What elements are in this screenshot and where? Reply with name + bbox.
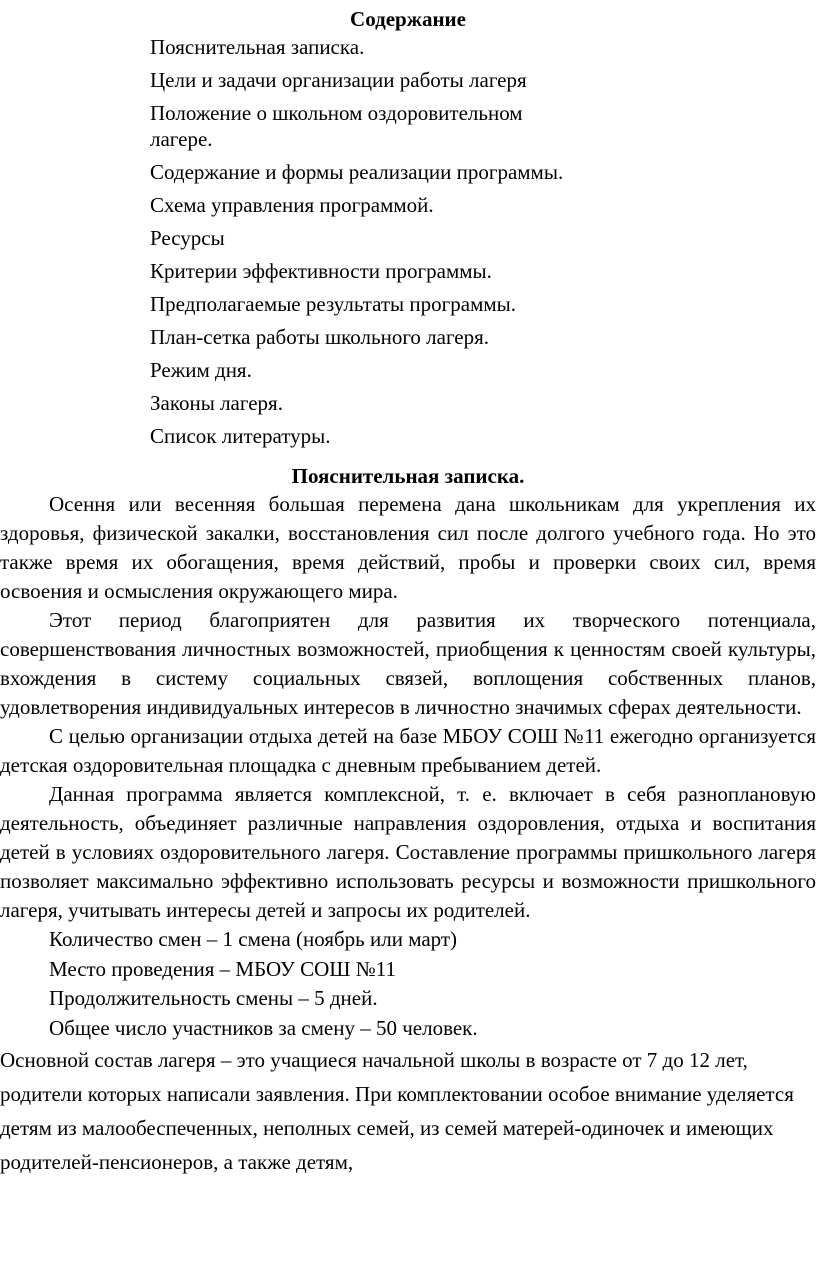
paragraph: Этот период благоприятен для развития их творческого потенциала, совершенствования личностных возможностей, приобщения к ценностям своей культуры, вхождения в систему социальных связей, воплощения собственных планов, удовлетворения индивидуальных интересов в личностно значимых сферах деятельности.: [0, 608, 816, 719]
paragraph: С целью организации отдыха детей на базе МБОУ СОШ №11 ежегодно организуется детская оздоровительная площадка с дневным пребыванием детей.: [0, 724, 816, 777]
table-of-contents: [150, 34, 620, 456]
toc-item[interactable]: Цели и задачи организации работы лагеря: [150, 68, 527, 92]
toc-item[interactable]: Режим дня.: [150, 358, 252, 382]
fact-location: Место проведения – МБОУ СОШ №11: [49, 956, 396, 981]
toc-item[interactable]: Критерии эффективности программы.: [150, 259, 492, 283]
toc-item[interactable]: Список литературы.: [150, 424, 331, 448]
toc-item[interactable]: Законы лагеря.: [150, 391, 283, 415]
section-body: [0, 490, 816, 1179]
toc-item[interactable]: Положение о школьном оздоровительном лагере.: [150, 101, 523, 151]
toc-item[interactable]: План-сетка работы школьного лагеря.: [150, 325, 490, 349]
fact-participants: Общее число участников за смену – 50 человек.: [49, 1015, 478, 1040]
fact-shifts: Количество смен – 1 смена (ноябрь или март): [49, 927, 458, 951]
toc-item[interactable]: Пояснительная записка.: [150, 35, 365, 59]
toc-item[interactable]: Содержание и формы реализации программы.: [150, 160, 564, 184]
toc-item[interactable]: Предполагаемые результаты программы.: [150, 292, 517, 316]
paragraph: Осення или весенняя большая перемена дана школьникам для укрепления их здоровья, физической закалки, восстановления сил после долгого учебного года. Но это также время их обогащения, время действий, пробы и проверки своих сил, время освоения и осмысления окружающего мира.: [0, 492, 816, 603]
contents-title: Содержание: [350, 7, 466, 31]
toc-item[interactable]: Схема управления программой.: [150, 193, 434, 217]
paragraph: Данная программа является комплексной, т. е. включает в себя разноплановую деятельность, объединяет различные направления оздоровления, отдыха и воспитания детей в условиях оздоровительного лагеря. Составление программы пришкольного лагеря позволяет максимально эффективно использовать ресурсы и возможности пришкольного лагеря, учитывать интересы детей и запросы их родителей.: [0, 782, 816, 922]
toc-item[interactable]: Ресурсы: [150, 226, 225, 250]
closing-paragraph: Основной состав лагеря – это учащиеся начальной школы в возрасте от 7 до 12 лет, родители которых написали заявления. При комплектовании особое внимание уделяется детям из малообеспеченных, неполных семей, из семей матерей-одиночек и имеющих родителей-пенсионеров, а также детям,: [0, 1048, 794, 1174]
fact-duration: Продолжительность смены – 5 дней.: [49, 986, 378, 1010]
section-title: Пояснительная записка.: [291, 464, 525, 488]
